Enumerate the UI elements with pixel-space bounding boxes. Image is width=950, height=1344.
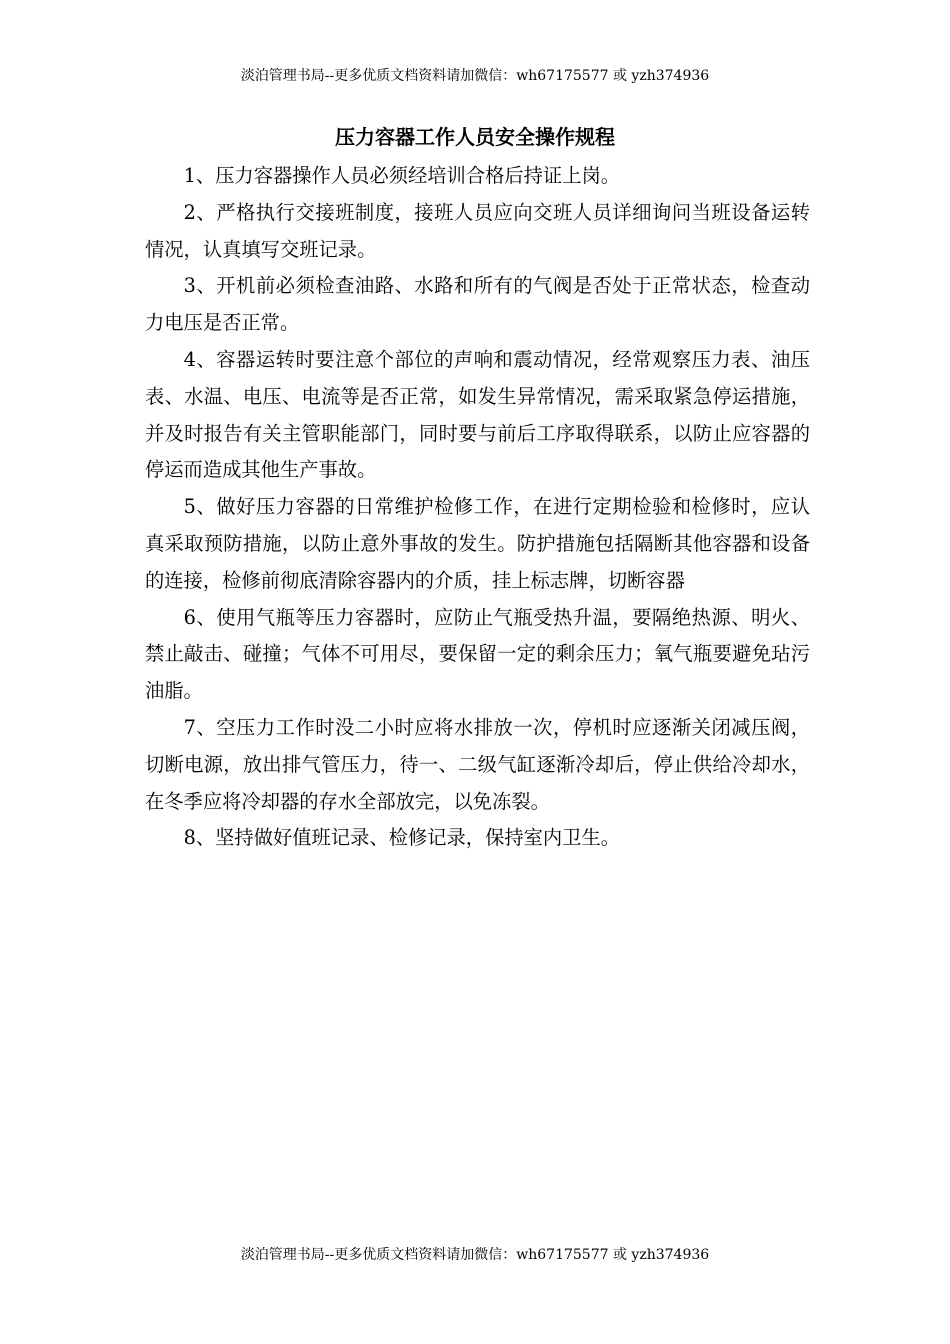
paragraph-1: 1、压力容器操作人员必须经培训合格后持证上岗。 <box>183 164 621 187</box>
paragraph-7: 7、空压力工作时没二小时应将水排放一次，停机时应逐渐关闭减压阀，切断电源，放出排气管压力，待一、二级气缸逐渐冷却后，停止供给冷却水，在冬季应将冷却器的存水全部放完，以免冻裂。 <box>145 715 810 813</box>
document-body <box>145 158 810 857</box>
paragraph-3: 3、开机前必须检查油路、水路和所有的气阀是否处于正常状态，检查动力电压是否正常。 <box>145 274 810 335</box>
paragraph-2: 2、严格执行交接班制度，接班人员应向交班人员详细询问当班设备运转情况，认真填写交班记录。 <box>145 200 810 261</box>
page-footer: 淡泊管理书局--更多优质文档资料请加微信：wh67175577 或 yzh374936 <box>240 1247 710 1263</box>
paragraph-8: 8、坚持做好值班记录、检修记录，保持室内卫生。 <box>183 826 621 850</box>
paragraph-5: 5、做好压力容器的日常维护检修工作，在进行定期检验和检修时，应认真采取预防措施，以防止意外事故的发生。防护措施包括隔断其他容器和设备的连接，检修前彻底清除容器内的介质，挂上标志牌，切断容器 <box>145 495 810 592</box>
paragraph-4: 4、容器运转时要注意个部位的声响和震动情况，经常观察压力表、油压表、水温、电压、电流等是否正常，如发生异常情况，需采取紧急停运措施，并及时报告有关主管职能部门，同时要与前后工序取得联系，以防止应容器的停运而造成其他生产事故。 <box>145 347 810 482</box>
document-title: 压力容器工作人员安全操作规程 <box>335 125 615 149</box>
paragraph-6: 6、使用气瓶等压力容器时，应防止气瓶受热升温，要隔绝热源、明火、禁止敲击、碰撞；气体不可用尽，要保留一定的剩余压力；氧气瓶要避免玷污油脂。 <box>145 605 810 703</box>
page-header: 淡泊管理书局--更多优质文档资料请加微信：wh67175577 或 yzh374936 <box>240 68 710 84</box>
